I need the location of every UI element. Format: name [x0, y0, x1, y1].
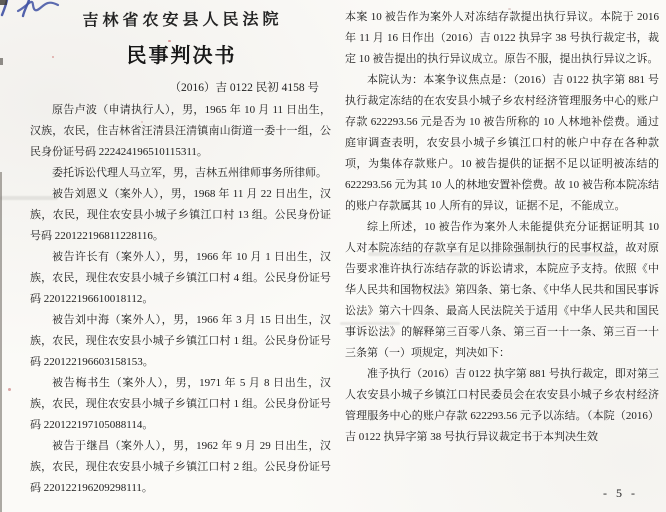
- scan-smudge: [368, 252, 618, 256]
- scan-speckle: [508, 8, 511, 10]
- scan-speckle: [575, 96, 577, 98]
- page-number: - 5 -: [603, 486, 638, 500]
- scan-speckle: [8, 388, 11, 391]
- body-paragraph: 本院认为：本案争议焦点是：（2016）吉 0122 执字第 881 号执行裁定冻结的在农安县小城子乡农村经济管理服务中心的账户存款 622293.56 元是否为 10 被告所称的 10 人林地补偿费。通过庭审调查表明，农安县小城子乡镇江口村的帐户中存在各种款项，为集体存款账户。10 被告提供的证据不足以证明被冻结的 622293.56 元为其 10 人的林地安置补偿费。故 10 被告称本院冻结的账户存款属其 10 人所有的异议，证据不足，不能成立。: [345, 74, 659, 212]
- body-paragraph: 原告卢波（申请执行人），男，1965 年 10 月 11 日出生，汉族，农民，住吉林省汪清县汪清镇南山街道一委十一组，公民身份证号码 222424196510115311。: [30, 104, 331, 158]
- scan-speckle: [52, 56, 54, 58]
- scan-smudge: [340, 322, 400, 325]
- body-paragraph: 准予执行（2016）吉 0122 执字第 881 号执行裁定，即对第三人农安县小城子乡镇江口村民委员会在农安县小城子乡农村经济管理服务中心的账户存款 622293.56 元予以冻结。（本院（2016）吉 0122 执异字第 38 号执行异议裁定书于本判决生效: [345, 368, 659, 443]
- scan-speckle: [168, 40, 171, 42]
- left-column: [30, 12, 331, 499]
- scan-edge-artifact: [0, 172, 2, 512]
- scan-edge-artifact: [0, 58, 3, 65]
- body-paragraph: 委托诉讼代理人马立军，男，吉林五州律师事务所律师。: [52, 167, 327, 179]
- body-paragraph: 被告梅书生（案外人），男，1971 年 5 月 8 日出生，汉族，农民，现住农安县小城子乡镇江口村 1 组。公民身份证号码 220122197105088114。: [30, 377, 331, 431]
- parties-section: [30, 100, 331, 499]
- body-paragraph: 被告刘中海（案外人），男，1966 年 3 月 15 日出生，汉族，农民，现住农安县小城子乡镇江口村 1 组。公民身份证号码 220122196603158153。: [30, 314, 331, 368]
- body-paragraph: 被告刘恩义（案外人），男，1968 年 11 月 22 日出生，汉族，农民，现住农安县小城子乡镇江口村 13 组。公民身份证号码 220122196811228116。: [30, 188, 331, 242]
- body-paragraph: 被告许长有（案外人），男，1966 年 10 月 1 日出生，汉族，农民，现住农安县小城子乡镇江口村 4 组。公民身份证号码 220122196610018112。: [30, 251, 331, 305]
- court-name: 吉林省农安县人民法院: [82, 11, 283, 30]
- ink-stroke: [18, 2, 58, 11]
- judgment-section: [345, 7, 659, 448]
- scan-smudge: [0, 196, 58, 200]
- ink-stroke: [23, 0, 29, 16]
- scan-edge-artifact: [0, 0, 7, 5]
- case-number: （2016）吉 0122 民初 4158 号: [169, 82, 319, 94]
- document-title: 民事判决书: [126, 45, 237, 67]
- right-column: [345, 7, 659, 448]
- body-paragraph: 被告于继昌（案外人），男，1962 年 9 月 29 日出生，汉族，农民，现住农安县小城子乡镇江口村 2 组。公民身份证号码 220122196209298111。: [30, 440, 331, 494]
- body-paragraph: 综上所述，10 被告作为案外人未能提供充分证据证明其 10 人对本院冻结的存款享有足以排除强制执行的民事权益，故对原告要求准许执行冻结存款的诉讼请求，本院应予支持。依照《中华人民共和国物权法》第四条、第七条、《中华人民共和国民事诉讼法》第六十四条、最高人民法院关于适用《中华人民共和国民事诉讼法》的解释第三百零八条、第三百一十一条、第三百一十三条第（一）项规定，判决如下：: [345, 221, 659, 359]
- scan-speckle: [141, 121, 143, 123]
- body-paragraph: 本案 10 被告作为案外人对冻结存款提出执行异议。本院于 2016 年 11 月 16 日作出（2016）吉 0122 执异字 38 号执行裁定书，裁定 10 被告提出的执行异议成立。原告不服，提出执行异议之诉。: [345, 11, 659, 65]
